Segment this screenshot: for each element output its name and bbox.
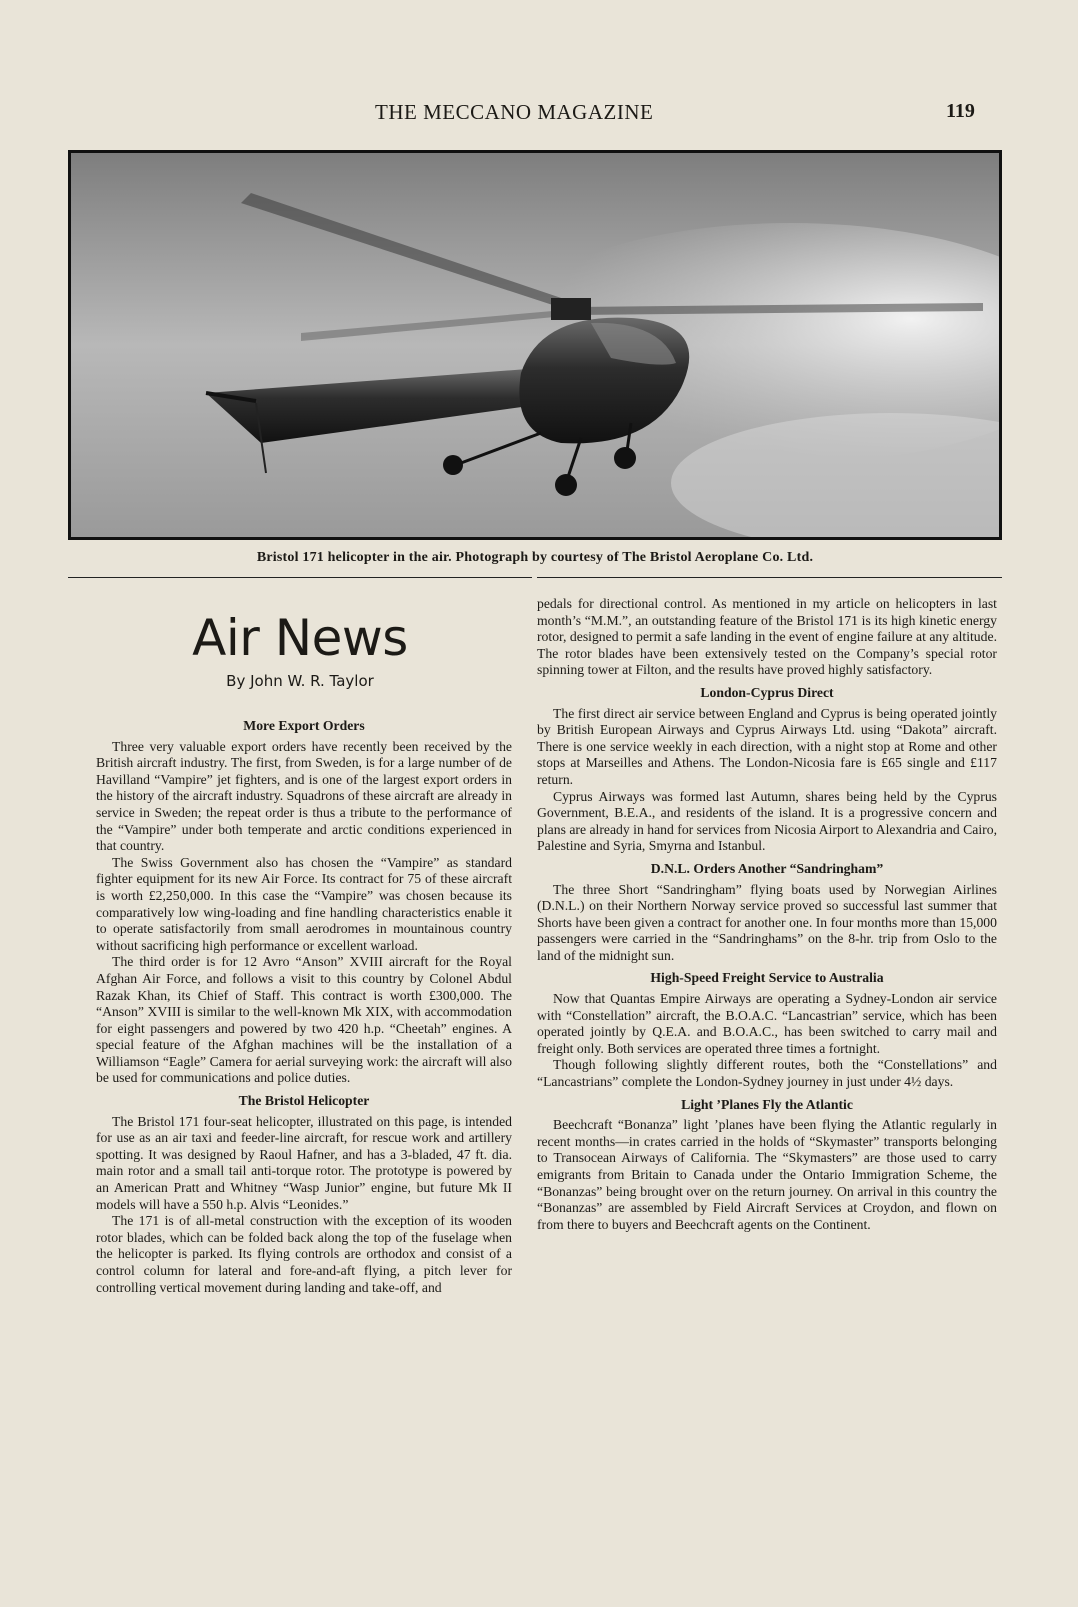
body-paragraph: The three Short “Sandringham” flying boats used by Norwegian Airlines (D.N.L.) on their Northern Norway service proved so successful last summer that Shorts have been given a contract for another one. In four months more than 15,000 passengers were carried in the “Sandringhams” on the 8-hr. trip from Oslo to the land of the midnight sun. <box>537 881 997 963</box>
body-paragraph: Beechcraft “Bonanza” light ’planes have been flying the Atlantic regularly in recent months—in crates carried in the holds of “Skymaster” transports belonging to Transocean Airways of California. The “Skymasters” are those used to carry emigrants from Britain to Canada under the Ontario Immigration Scheme, the “Bonanzas” being brought over on the return journey. On arrival in this country the “Bonanzas” are assembled by Field Aircraft Services at Croydon, and flown on from there to buyers and Beechcraft agents on the Continent. <box>537 1117 997 1232</box>
body-paragraph: The Bristol 171 four-seat helicopter, illustrated on this page, is intended for use as an air taxi and feeder-line aircraft, for rescue work and artillery spotting. It was designed by Raoul Hafner, and has a 3-bladed, 47 ft. dia. main rotor and a small tail anti-torque rotor. The prototype is powered by an American Pratt and Whitney “Wasp Junior” engine, but future Mk II models will have a 550 h.p. Alvis “Leonides.” <box>96 1113 512 1212</box>
body-paragraph: The Swiss Government also has chosen the “Vampire” as standard fighter equipment for its new Air Force. Its contract for 75 of these aircraft is worth £2,250,000. In this case the “Vampire” was chosen because its comparatively low wing-loading and fine handling characteristics enable it to operate satisfactorily from small aerodromes in mountainous country without sacrificing high performance or excellent warload. <box>96 854 512 953</box>
body-paragraph: Now that Quantas Empire Airways are operating a Sydney-London air service with “Constellation” aircraft, the B.O.A.C. “Lancastrian” service, which has been operated jointly by Q.E.A. and B.O.A.C., has been switched to carry mail and freight only. Both services are operated three times a fortnight. <box>537 991 997 1056</box>
divider-rule <box>537 577 1002 578</box>
article-title: Air News <box>192 609 408 667</box>
left-column <box>96 712 512 1296</box>
section-heading: More Export Orders <box>243 718 365 733</box>
right-column <box>537 596 997 1233</box>
body-paragraph: The third order is for 12 Avro “Anson” XVIII aircraft for the Royal Afghan Air Force, and follows a visit to this country by Colonel Abdul Razak Khan, its Chief of Staff. This contract is worth £300,000. The “Anson” XVIII is similar to the well-known Mk XIX, with accommodation for eight passengers and powered by two 420 h.p. “Cheetah” engines. A special feature of the Afghan machines will be the installation of a Williamson “Eagle” Camera for aerial surveying work: the aircraft will also be used for communications and police duties. <box>96 954 512 1086</box>
divider-rule <box>68 577 532 578</box>
running-head <box>70 100 1000 130</box>
magazine-title: THE MECCANO MAGAZINE <box>375 100 654 124</box>
body-paragraph: Though following slightly different routes, both the “Constellations” and “Lancastrians” complete the London-Sydney journey in just under 4½ days. <box>537 1057 997 1090</box>
body-paragraph: pedals for directional control. As mentioned in my article on helicopters in last month’s “M.M.”, an outstanding feature of the Bristol 171 is its high kinetic energy rotor, designed to permit a safe landing in the event of engine failure at any altitude. The rotor blades have been extensively tested on the Company’s special rotor spinning tower at Filton, and the results have proved highly satisfactory. <box>537 596 997 678</box>
section-heading: High-Speed Freight Service to Australia <box>650 970 884 986</box>
section-heading: London-Cyprus Direct <box>700 684 834 700</box>
section-heading: Light ’Planes Fly the Atlantic <box>681 1096 853 1112</box>
helicopter-illustration <box>71 153 999 537</box>
body-paragraph: Three very valuable export orders have recently been received by the British aircraft industry. The first, from Sweden, is for a large number of de Havilland “Vampire” jet fighters, and is one of the largest export orders in the history of the aircraft industry. Squadrons of these aircraft are already in service in Sweden; the repeat order is thus a tribute to the performance of the “Vampire” under both temperate and arctic conditions experienced in that country. <box>96 738 512 854</box>
body-paragraph: The first direct air service between England and Cyprus is being operated jointly by British European Airways and Cyprus Airways Ltd. using “Dakota” aircraft. There is one service weekly in each direction, with a night stop at Rome and other stops at Marseilles and Athens. The London-Nicosia fare is £65 single and £117 return. <box>537 705 997 787</box>
photo-caption: Bristol 171 helicopter in the air. Photograph by courtesy of The Bristol Aeroplane Co. Ltd. <box>256 550 814 565</box>
page-number: 119 <box>946 100 975 122</box>
body-paragraph: Cyprus Airways was formed last Autumn, shares being held by the Cyprus Government, B.E.A., and residents of the island. It is a progressive concern and plans are already in hand for services from Nicosia Airport to Alexandria and Cairo, Palestine and Syria, Smyrna and Istanbul. <box>537 788 997 854</box>
section-heading: The Bristol Helicopter <box>238 1093 370 1109</box>
body-paragraph: The 171 is of all-metal construction with the exception of its wooden rotor blades, which can be folded back along the top of the fuselage when the helicopter is parked. Its flying controls are orthodox and consist of a control column for lateral and fore-and-aft flying, a pitch lever for controlling vertical movement during landing and take-off, and <box>96 1213 512 1295</box>
article-byline: By John W. R. Taylor <box>226 672 374 690</box>
section-heading: D.N.L. Orders Another “Sandringham” <box>650 860 884 876</box>
helicopter-photo <box>68 150 1002 540</box>
